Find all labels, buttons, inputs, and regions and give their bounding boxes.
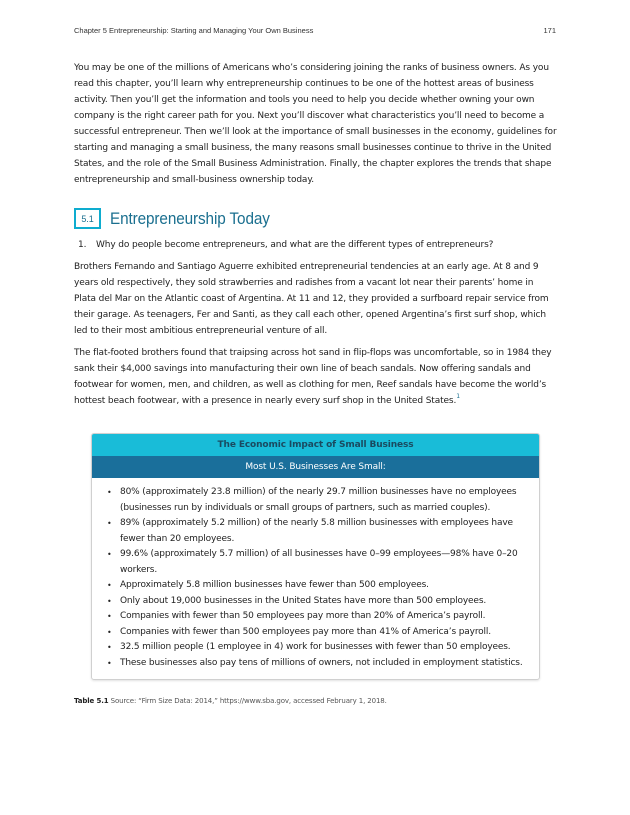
section-title: Entrepreneurship Today (110, 208, 270, 228)
intro-paragraph: You may be one of the millions of Americans who’s considering joining the ranks of business owners. As you read this chapter, you’ll learn why entrepreneurship continues to be one of the hottest areas of business activity. Then you’ll get the information and tools you need to help you decide whether owning your own company is the right career path for you. Next you’ll discover what characteristics you’ll need to become a successful entrepreneur. Then we’ll look at the importance of small businesses in the economy, guidelines for starting and managing a small business, the many reasons small businesses continue to thrive in the United States, and the role of the Small Business Administration. Finally, the chapter explores the trends that shape entrepreneurship and small-business ownership today. (74, 63, 557, 185)
question-text: Why do people become entrepreneurs, and what are the different types of entrepreneurs? (96, 240, 494, 250)
caption-label: Table 5.1 (74, 697, 109, 705)
list-item: • Companies with fewer than 500 employees pay more than 41% of America’s payroll. (106, 625, 525, 641)
table-subtitle: Most U.S. Businesses Are Small: (92, 456, 539, 478)
running-header (74, 26, 556, 35)
page-content (74, 60, 557, 709)
table-caption (74, 693, 557, 709)
body-paragraph-text: The flat-footed brothers found that traipsing across hot sand in flip-flops was uncomfortable, so in 1984 they sank their $4,000 savings into manufacturing their own line of beach sandals. Now offering sandals and footwear for women, men, and children, as well as clothing for men, Reef sandals have become the world’s hottest beach footwear, with a presence in nearly every surf shop in the United States. (74, 348, 552, 406)
list-item: • 89% (approximately 5.2 million) of the nearly 5.8 million businesses with employees have fewer than 20 employees. (106, 516, 525, 547)
list-item: • Approximately 5.8 million businesses have fewer than 500 employees. (106, 578, 525, 594)
list-item: • 80% (approximately 23.8 million) of the nearly 29.7 million businesses have no employees (businesses run by individuals or small groups of partners, such as married couples). (106, 485, 525, 516)
list-item: • 99.6% (approximately 5.7 million) of all businesses have 0–99 employees—98% have 0–20 workers. (106, 547, 525, 578)
list-item: • 32.5 million people (1 employee in 4) work for businesses with fewer than 50 employees. (106, 640, 525, 656)
table-body (92, 478, 539, 679)
list-item: • Companies with fewer than 50 employees pay more than 20% of America’s payroll. (106, 609, 525, 625)
list-item: • Only about 19,000 businesses in the United States have more than 500 employees. (106, 594, 525, 610)
page-number: 171 (543, 26, 556, 35)
body-paragraph: Brothers Fernando and Santiago Aguerre exhibited entrepreneurial tendencies at an early age. At 8 and 9 years old respectively, they sold strawberries and radishes from a vacant lot near their parents’ home in Plata del Mar on the Atlantic coast of Argentina. At 11 and 12, they provided a surfboard repair service from their garage. As teenagers, Fer and Santi, as they call each other, opened Argentina’s first surf shop, which led to their most ambitious entrepreneurial venture of all. (74, 262, 549, 336)
learning-question (74, 237, 557, 253)
footnote-marker[interactable]: 1 (456, 393, 460, 400)
economic-impact-table (91, 433, 540, 680)
list-item: • These businesses also pay tens of millions of owners, not included in employment statistics. (106, 656, 525, 672)
chapter-title: Chapter 5 Entrepreneurship: Starting and Managing Your Own Business (74, 26, 314, 35)
section-heading (74, 208, 557, 229)
caption-source: Source: “Firm Size Data: 2014,” https://www.sba.gov, accessed February 1, 2018. (108, 697, 387, 705)
table-title: The Economic Impact of Small Business (92, 434, 539, 456)
body-paragraph-with-footnote (74, 345, 557, 409)
question-number: 1. (78, 240, 87, 250)
statistics-list (106, 485, 525, 671)
section-number-badge: 5.1 (74, 208, 101, 229)
